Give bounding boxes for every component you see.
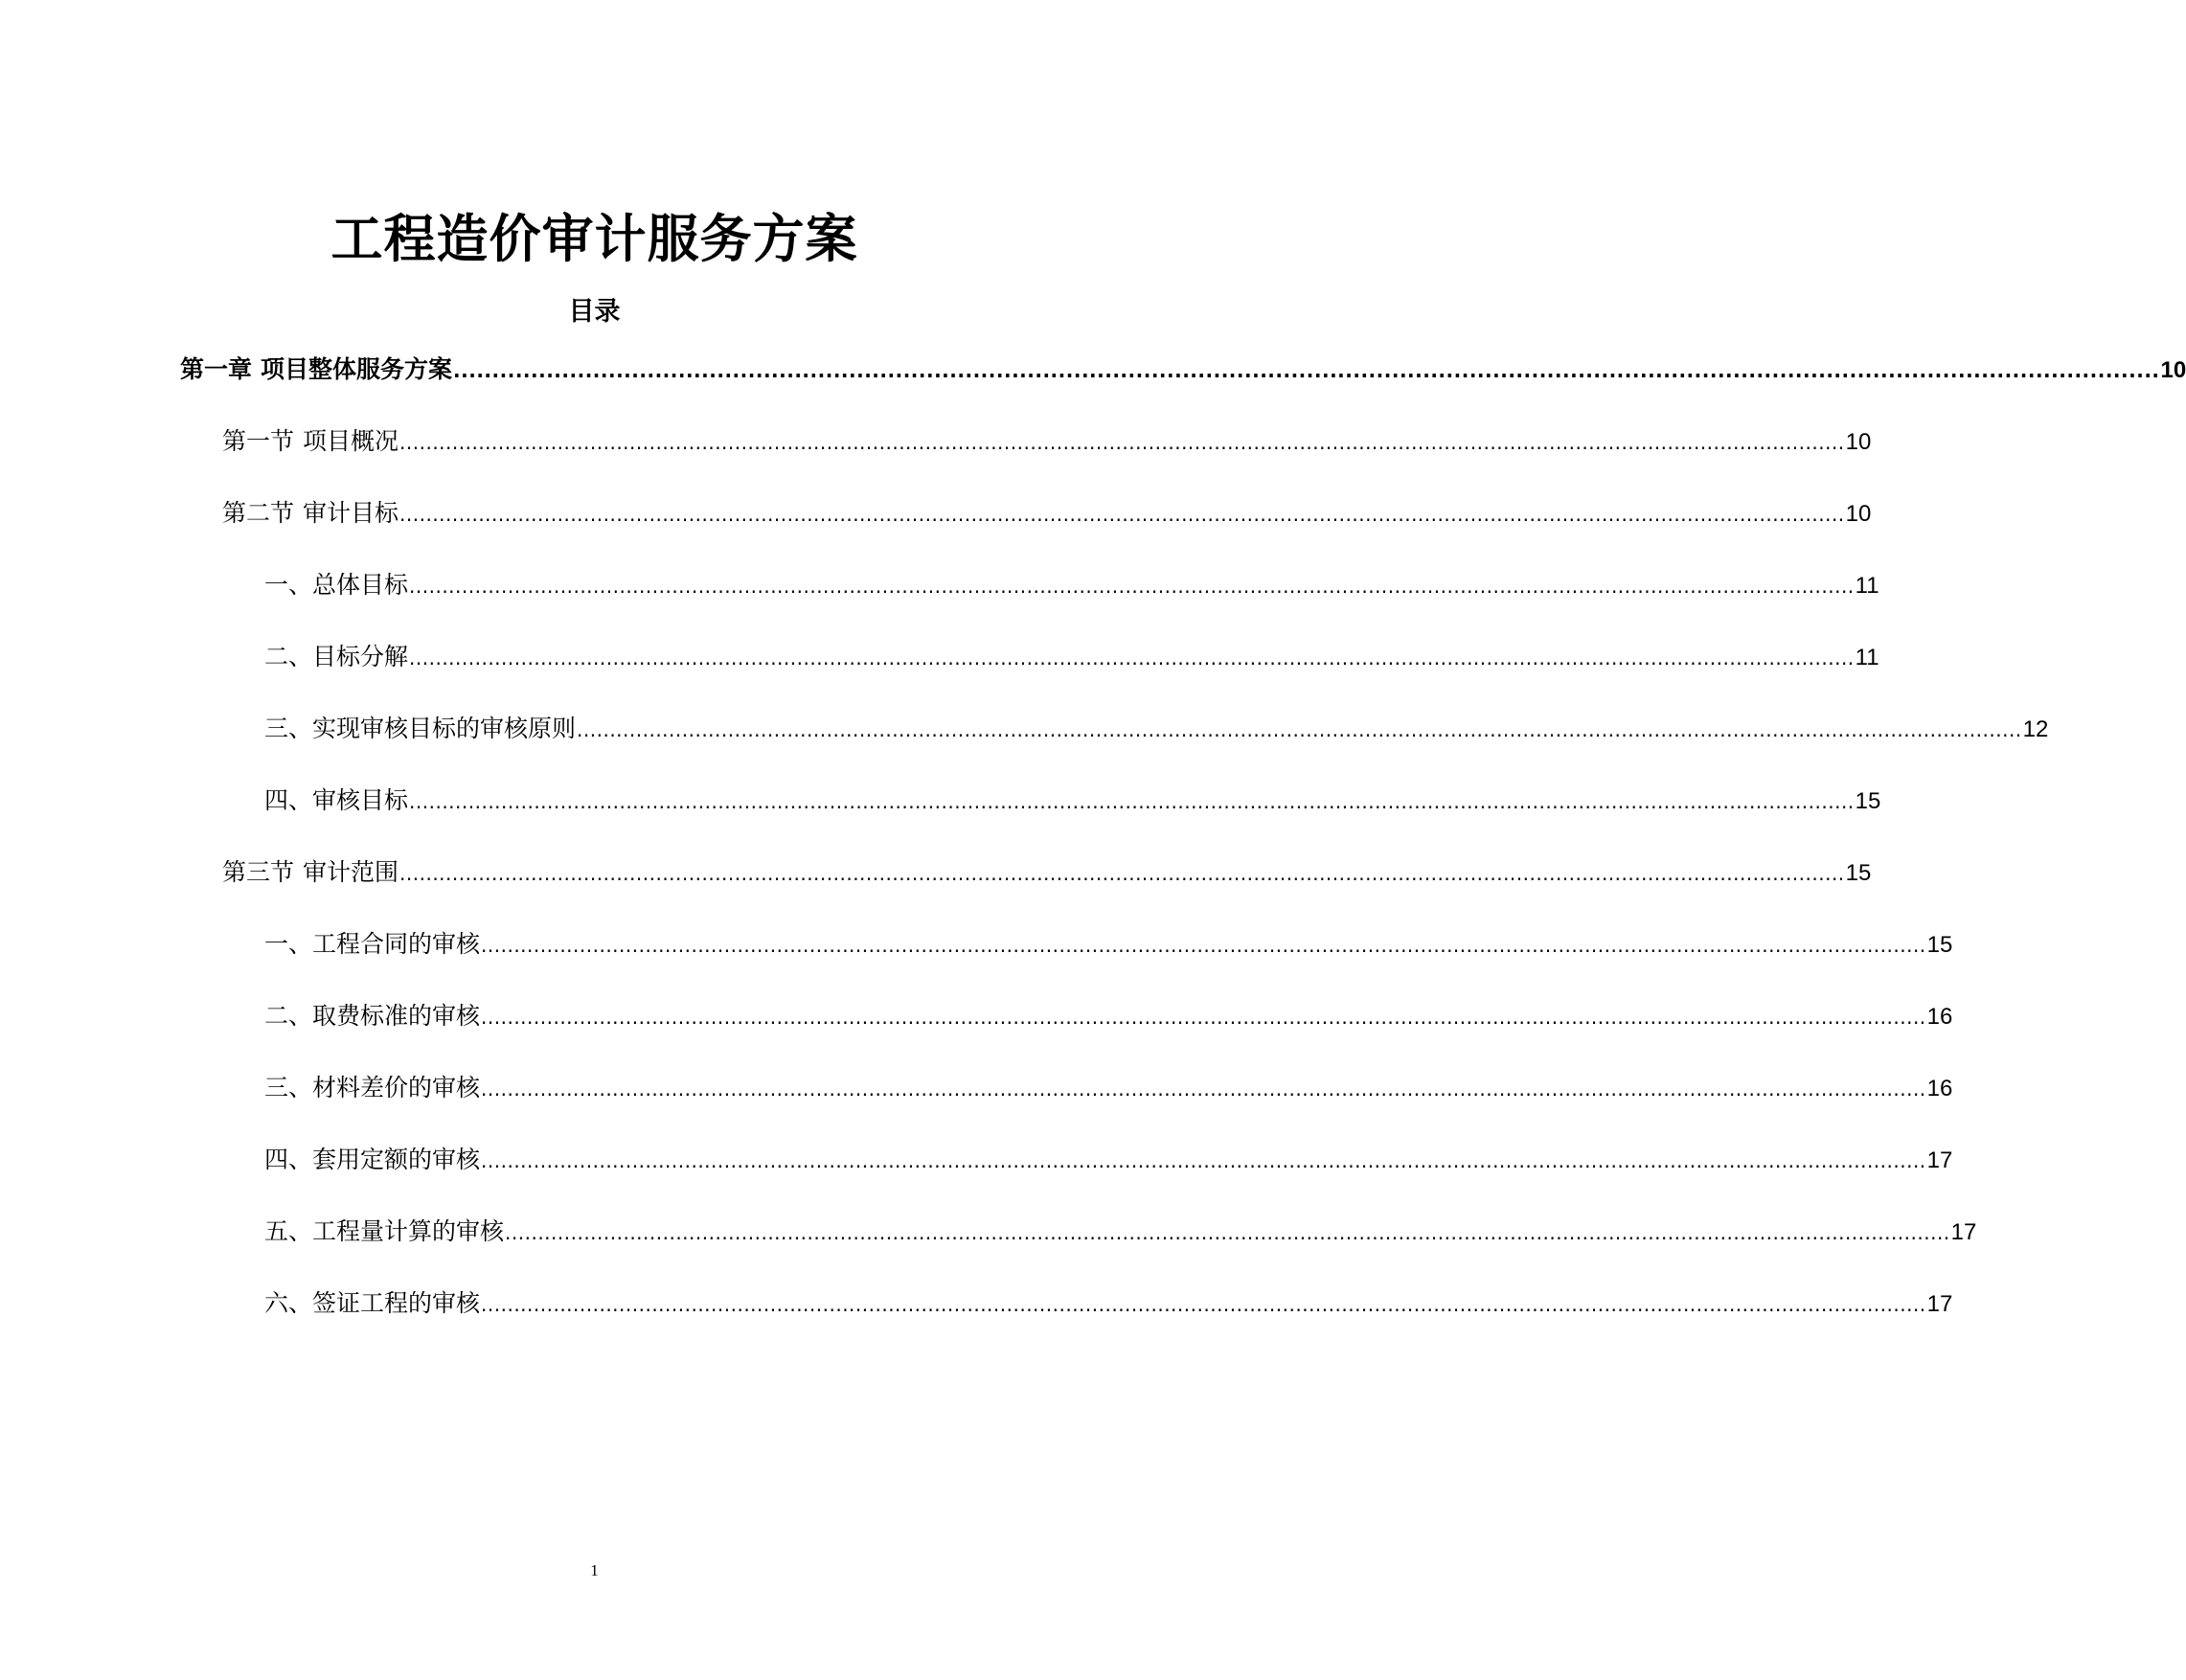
toc-entry-label: 取费标准的审核	[312, 1002, 481, 1030]
toc-entry-text	[264, 925, 480, 964]
toc-entry-number: 第二节	[222, 499, 295, 527]
toc-leader-dots: ............................................................................................................................................................................................................................	[481, 1078, 1926, 1101]
toc-entry-item[interactable]	[264, 1284, 1953, 1323]
toc-entry-item[interactable]	[264, 710, 2049, 748]
toc-entry-text	[222, 853, 398, 892]
toc-entry-label: 总体目标	[312, 571, 409, 599]
toc-entry-page: 15	[1855, 788, 1881, 814]
toc-entry-page: 17	[1926, 1291, 1953, 1317]
toc-entry-text	[264, 1069, 480, 1107]
toc-entry-page: 15	[1845, 860, 1872, 886]
toc-entry-label: 套用定额的审核	[312, 1146, 481, 1173]
toc-leader-dots: ............................................................................................................................................................................................................................	[409, 647, 1855, 670]
toc-entry-label: 工程量计算的审核	[312, 1217, 505, 1245]
toc-entry-page: 16	[1926, 1004, 1953, 1030]
toc-entry-page: 10	[2160, 357, 2186, 383]
toc-entry-number: 二、	[264, 1002, 313, 1030]
toc-entry-number: 五、	[264, 1217, 313, 1245]
toc-entry-number: 三、	[264, 715, 313, 742]
toc-entry-text	[264, 710, 576, 748]
toc-entry-number: 二、	[264, 643, 313, 670]
toc-entry-item[interactable]	[264, 782, 1881, 820]
toc-leader-dots: ............................................................................................................................................................................................................................	[453, 359, 2160, 382]
toc-entry-label: 项目概况	[303, 427, 399, 455]
toc-entry-section-2[interactable]	[222, 494, 1872, 533]
toc-entry-text	[264, 1141, 480, 1179]
toc-entry-number: 四、	[264, 1146, 313, 1173]
toc-leader-dots: ............................................................................................................................................................................................................................	[577, 718, 2022, 741]
toc-entry-text	[222, 422, 398, 461]
toc-entry-page: 12	[2022, 716, 2049, 742]
toc-leader-dots: ............................................................................................................................................................................................................................	[481, 1006, 1926, 1029]
toc-leader-dots: ............................................................................................................................................................................................................................	[399, 862, 1845, 885]
toc-leader-dots: ............................................................................................................................................................................................................................	[399, 431, 1845, 454]
toc-entry-number: 第一章	[180, 355, 253, 383]
toc-entry-page: 16	[1926, 1076, 1953, 1101]
toc-entry-page: 11	[1855, 645, 1879, 670]
toc-entry-label: 材料差价的审核	[312, 1074, 481, 1101]
toc-entry-number: 第一节	[222, 427, 295, 455]
toc-entry-label: 实现审核目标的审核原则	[312, 715, 577, 742]
toc-entry-text	[180, 351, 452, 389]
toc-entry-text	[264, 997, 480, 1035]
toc-leader-dots: ............................................................................................................................................................................................................................	[505, 1221, 1950, 1244]
toc-entry-label: 项目整体服务方案	[261, 355, 453, 383]
toc-entry-label: 审计目标	[303, 499, 399, 527]
toc-entry-item[interactable]	[264, 1069, 1953, 1107]
toc-entry-item[interactable]	[264, 997, 1953, 1035]
toc-entry-section-1[interactable]	[222, 422, 1872, 461]
toc-entry-number: 三、	[264, 1074, 313, 1101]
toc-entry-page: 17	[1926, 1147, 1953, 1173]
toc-entry-label: 目标分解	[312, 643, 409, 670]
toc-entry-text	[222, 494, 398, 533]
toc-heading: 目录	[568, 297, 621, 327]
toc-entry-label: 审核目标	[312, 786, 409, 814]
toc-entry-item[interactable]	[264, 566, 1879, 604]
toc-leader-dots: ............................................................................................................................................................................................................................	[399, 503, 1845, 526]
toc-entry-section-3[interactable]	[222, 853, 1872, 892]
toc-entry-text	[264, 1213, 504, 1251]
page-number: 1	[590, 1561, 599, 1579]
toc-entry-item[interactable]	[264, 638, 1879, 676]
toc-entry-page: 10	[1845, 501, 1872, 527]
toc-entry-number: 第三节	[222, 858, 295, 886]
toc-leader-dots: ............................................................................................................................................................................................................................	[409, 575, 1855, 598]
toc-entry-chapter-1[interactable]	[180, 351, 2186, 389]
toc-entry-page: 17	[1950, 1219, 1977, 1245]
document-title: 工程造价审计服务方案	[330, 209, 858, 270]
toc-entry-number: 六、	[264, 1289, 313, 1317]
toc-entry-number: 一、	[264, 571, 313, 599]
toc-leader-dots: ............................................................................................................................................................................................................................	[409, 790, 1855, 813]
toc-entry-text	[264, 566, 408, 604]
toc-entry-page: 10	[1845, 429, 1872, 455]
toc-entry-label: 审计范围	[303, 858, 399, 886]
toc-entry-item[interactable]	[264, 1141, 1953, 1179]
toc-entry-page: 11	[1855, 573, 1879, 599]
toc-entry-item[interactable]	[264, 1213, 1977, 1251]
toc-entry-text	[264, 1284, 480, 1323]
toc-entry-number: 四、	[264, 786, 313, 814]
toc-leader-dots: ............................................................................................................................................................................................................................	[481, 934, 1926, 957]
toc-entry-number: 一、	[264, 930, 313, 958]
toc-entry-item[interactable]	[264, 925, 1953, 964]
toc-entry-label: 工程合同的审核	[312, 930, 481, 958]
toc-leader-dots: ............................................................................................................................................................................................................................	[481, 1149, 1926, 1172]
toc-entry-text	[264, 782, 408, 820]
toc-leader-dots: ............................................................................................................................................................................................................................	[481, 1293, 1926, 1316]
toc-entry-page: 15	[1926, 932, 1953, 958]
toc-entry-label: 签证工程的审核	[312, 1289, 481, 1317]
toc-entry-text	[264, 638, 408, 676]
